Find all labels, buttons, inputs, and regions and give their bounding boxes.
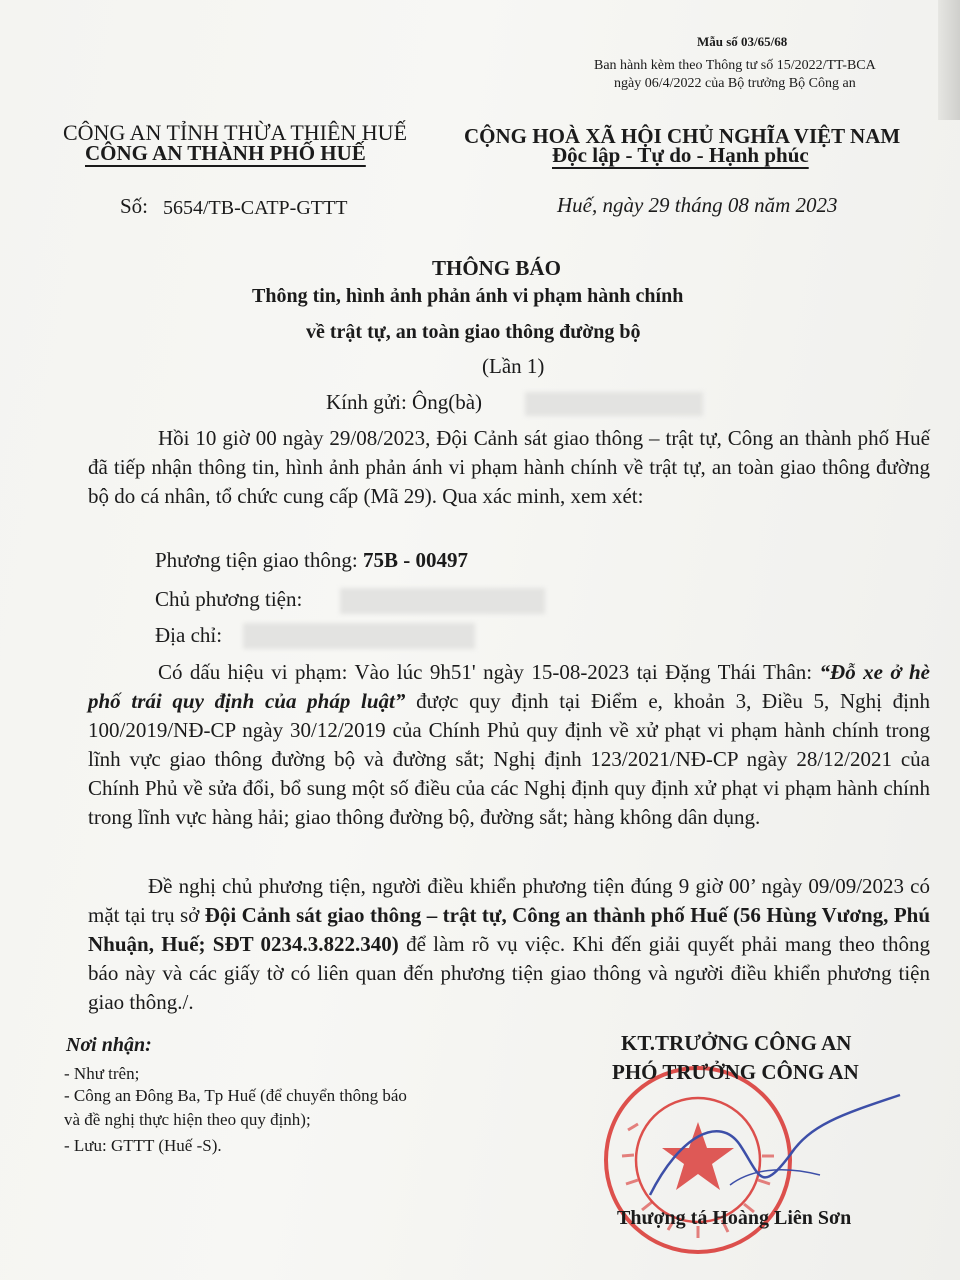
vehicle-plate: 75B - 00497 [362,548,468,572]
form-number: Mẫu số 03/65/68 [697,34,788,49]
owner-label: Chủ phương tiện: [155,587,303,611]
agency-province: CÔNG AN TỈNH THỪA THIÊN HUẾ [63,120,408,145]
request-start: Đề nghị chủ phương tiện, người điều khiển phương tiện đúng 9 giờ 00’ ngày 09/09/2023 có mặt tại trụ sở [88,874,930,927]
request-office: Đội Cảnh sát giao thông – trật tự, Công an thành phố Huế (56 Hùng Vương, Phú Nhuận, Huế; SĐT 0234.3.822.340) [88,903,931,956]
redacted-recipient-name [525,392,703,416]
handwritten-signature-icon [610,1075,910,1215]
doc-number-label: Số: [120,194,149,218]
form-issued-line1: Ban hành kèm theo Thông tư số 15/2022/TT-BCA [594,58,876,73]
violation-legal-basis: được quy định tại Điểm e, khoản 3, Điều 5, Nghị định 100/2019/NĐ-CP ngày 30/12/2019 của Chính Phủ quy định về xử phạt vi phạm hành chính trong lĩnh vực giao thông đường bộ và đường sắt; Nghị định 123/2021/NĐ-CP ngày 28/12/2021 của Chính Phủ về sửa đổi, bổ sung một số điều của các Nghị định quy định xử phạt vi phạm hành chính trong lĩnh vực hàng hải; giao thông đường bộ, đường sắt; hàng không dân dụng. [88,689,931,829]
owner-row [155,587,302,612]
violation-intro: Có dấu hiệu vi phạm: Vào lúc 9h51' ngày 15-08-2023 tại Đặng Thái Thân: [158,660,813,684]
signature-title-1: KT.TRƯỞNG CÔNG AN [621,1031,852,1055]
address-row [155,623,222,648]
intro-text: Hồi 10 giờ 00 ngày 29/08/2023, Đội Cảnh sát giao thông – trật tự, Công an thành phố Huế đã tiếp nhận thông tin, hình ảnh phản ánh vi phạm hành chính về trật tự, an toàn giao thông đường bộ do cá nhân, tổ chức cung cấp (Mã 29). Qua xác minh, xem xét: [88,426,930,508]
recipients-item-3: - Lưu: GTTT (Huế -S). [64,1136,222,1155]
request-paragraph [88,872,930,1017]
vehicle-row [155,548,468,573]
form-issued-line2: ngày 06/4/2022 của Bộ trưởng Bộ Công an [614,76,856,91]
country-name: CỘNG HOÀ XÃ HỘI CHỦ NGHĨA VIỆT NAM [464,124,901,148]
notice-subtitle-2: về trật tự, an toàn giao thông đường bộ [306,321,641,343]
notice-round: (Lần 1) [482,354,545,378]
vehicle-label: Phương tiện giao thông: [155,548,358,572]
signer-name: Thượng tá Hoàng Liên Sơn [617,1207,852,1229]
national-motto: Độc lập - Tự do - Hạnh phúc [552,143,809,167]
redacted-owner-name [340,588,545,614]
recipient-label: Kính gửi: Ông(bà) [326,390,483,414]
recipients-title: Nơi nhận: [66,1034,152,1056]
agency-city: CÔNG AN THÀNH PHỐ HUẾ [85,141,366,165]
request-end: để làm rõ vụ việc. Khi đến giải quyết phải mang theo thông báo này và các giấy tờ có liên quan đến phương tiện giao thông và người điều khiển phương tiện giao thông./. [88,932,931,1014]
second-page-edge [938,0,960,120]
doc-number-value: 5654/TB-CATP-GTTT [163,197,348,219]
intro-paragraph [88,424,930,511]
address-label: Địa chỉ: [155,623,223,647]
recipients-item-2: - Công an Đông Ba, Tp Huế (để chuyển thông báo [64,1086,407,1105]
violation-paragraph [88,658,930,832]
notice-subtitle-1: Thông tin, hình ảnh phản ánh vi phạm hành chính [252,285,684,307]
recipients-item-1: - Như trên; [64,1064,140,1083]
signature-title-2: PHÓ TRƯỞNG CÔNG AN [612,1060,859,1084]
redacted-address [243,623,475,649]
recipients-item-2b: và đề nghị thực hiện theo quy định); [64,1110,311,1129]
notice-title: THÔNG BÁO [432,256,561,280]
issue-date: Huế, ngày 29 tháng 08 năm 2023 [557,193,838,217]
violation-description: “Đỗ xe ở hè phố trái quy định của pháp luật” [88,660,931,713]
